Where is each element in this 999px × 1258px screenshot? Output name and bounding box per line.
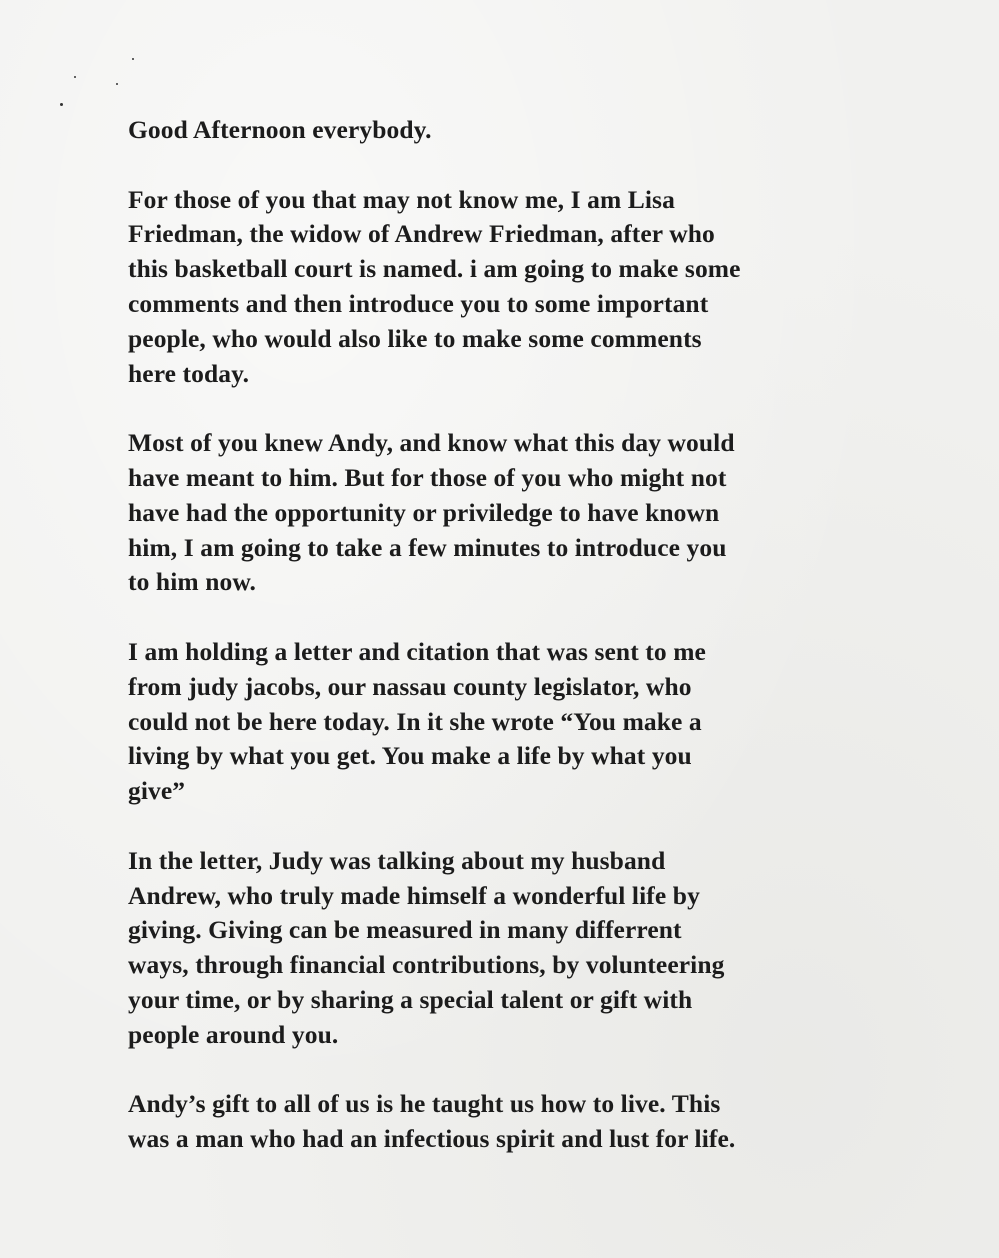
text-line: have had the opportunity or priviledge to have known xyxy=(128,497,720,527)
text-line: Most of you knew Andy, and know what this day would xyxy=(128,428,735,458)
paragraph-greeting xyxy=(128,113,888,148)
text-line: to him now. xyxy=(128,567,256,597)
scan-speck xyxy=(116,83,118,85)
paragraph-introduction xyxy=(128,183,888,392)
text-line: here today. xyxy=(128,358,250,388)
text-line: Andrew, who truly made himself a wonderful life by xyxy=(128,880,700,910)
text-line: have meant to him. But for those of you who might not xyxy=(128,462,727,492)
paragraph-letter xyxy=(128,635,888,809)
paragraph-andys-gift xyxy=(128,1087,888,1157)
text-line: was a man who had an infectious spirit and lust for life. xyxy=(128,1124,736,1154)
paragraph-giving xyxy=(128,844,888,1053)
text-line: could not be here today. In it she wrote “You make a xyxy=(128,706,702,736)
text-line: this basketball court is named. i am going to make some xyxy=(128,254,741,284)
text-line: ways, through financial contributions, by volunteering xyxy=(128,950,725,980)
text-line: For those of you that may not know me, I am Lisa xyxy=(128,184,675,214)
text-line: giving. Giving can be measured in many differrent xyxy=(128,915,682,945)
text-line: living by what you get. You make a life by what you xyxy=(128,741,692,771)
text-line: from judy jacobs, our nassau county legislator, who xyxy=(128,671,692,701)
text-line: Friedman, the widow of Andrew Friedman, after who xyxy=(128,219,715,249)
text-line: Andy’s gift to all of us is he taught us how to live. This xyxy=(128,1089,721,1119)
text-line: people, who would also like to make some comments xyxy=(128,323,702,353)
text-line: I am holding a letter and citation that was sent to me xyxy=(128,636,706,666)
scan-speck xyxy=(60,103,63,106)
text-line: Good Afternoon everybody. xyxy=(128,115,432,144)
scan-speck xyxy=(132,58,134,60)
scan-speck xyxy=(74,76,76,78)
text-line: him, I am going to take a few minutes to introduce you xyxy=(128,532,727,562)
text-line: your time, or by sharing a special talent or gift with xyxy=(128,984,693,1014)
text-line: In the letter, Judy was talking about my husband xyxy=(128,845,666,875)
paragraph-about-andy xyxy=(128,426,888,600)
text-line: people around you. xyxy=(128,1019,339,1049)
speech-text xyxy=(128,113,888,1192)
text-line: give” xyxy=(128,776,186,806)
text-line: comments and then introduce you to some important xyxy=(128,288,709,318)
